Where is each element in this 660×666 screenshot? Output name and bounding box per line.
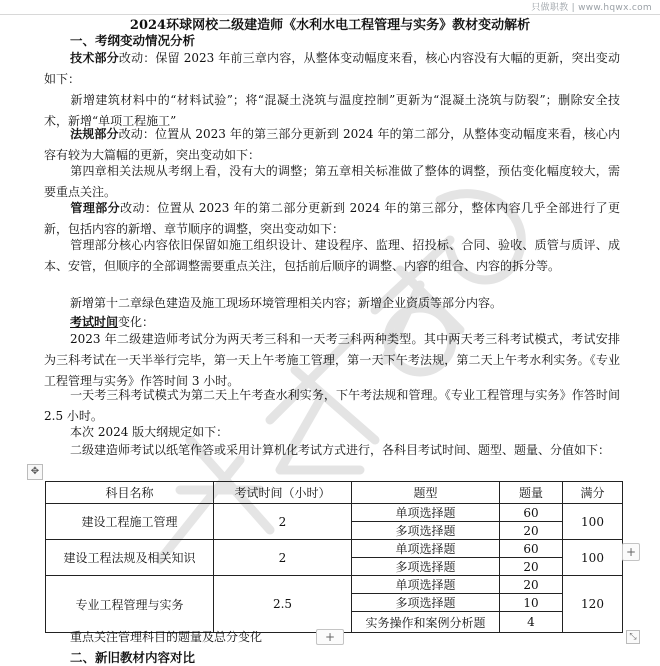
exam-paragraph-4 <box>44 440 620 461</box>
type-cell: 实务操作和案例分析题 <box>352 612 500 633</box>
tech-label: 技术部分 <box>70 51 119 65</box>
law-changes <box>44 161 620 203</box>
page-header-bar <box>0 0 660 15</box>
section1-heading: 一、考纲变动情况分析 <box>70 33 196 48</box>
table-header-row <box>46 482 623 504</box>
table-row <box>46 540 623 558</box>
exam-label: 考试时间 <box>70 315 119 329</box>
score-cell: 120 <box>563 576 623 633</box>
add-column-button[interactable]: + <box>622 543 640 561</box>
mgmt-paragraph <box>44 198 620 240</box>
exam-paragraph-2 <box>44 385 620 427</box>
score-cell: 100 <box>563 540 623 576</box>
type-cell: 多项选择题 <box>352 594 500 612</box>
score-cell: 100 <box>563 504 623 540</box>
header-watermark-text: 只做职教 | www.hqwx.com <box>531 3 652 13</box>
exam-text3: 本次 2024 版大纲规定如下： <box>70 425 229 439</box>
section2-heading: 二、新旧教材内容对比 <box>70 650 196 665</box>
type-cell: 多项选择题 <box>352 558 500 576</box>
count-cell: 4 <box>500 612 563 633</box>
tech-text2: 新增建筑材料中的“材料试验”；将“混凝土浇筑与温度控制”更新为“混凝土浇筑与防裂”；删除安全技术，新增“单项工程施工” <box>44 93 620 128</box>
exam-subjects-table <box>45 481 623 633</box>
document-title: 2024环球网校二级建造师《水利水电工程管理与实务》教材变动解析 <box>129 18 531 33</box>
count-cell: 20 <box>500 576 563 594</box>
table-header-cell: 满分 <box>563 482 623 504</box>
mgmt-text1: 改动：位置从 2023 年的第二部分更新到 2024 年的第三部分，整体内容几乎全部进行了更新，包括内容的新增、章节顺序的调整，突出变动如下： <box>44 201 620 236</box>
table-header-cell: 考试时间（小时） <box>214 482 352 504</box>
mgmt-additions <box>44 293 620 314</box>
exam-text4: 二级建造师考试以纸笔作答或采用计算机化考试方式进行，各科目考试时间、题型、题量、分值如下： <box>70 443 611 457</box>
tech-paragraph <box>44 48 620 90</box>
table-row <box>46 576 623 594</box>
law-text2: 第四章相关法规从考纲上看，没有大的调整；第五章相关标准做了整体的调整，预估变化幅度较大，需要重点关注。 <box>44 164 620 199</box>
table-header-cell: 题型 <box>352 482 500 504</box>
table-resize-handle[interactable]: ⤡ <box>626 630 640 644</box>
exam-paragraph-1 <box>44 329 620 392</box>
subject-cell: 建设工程施工管理 <box>46 504 214 540</box>
type-cell: 单项选择题 <box>352 504 500 522</box>
law-text1: 改动：位置从 2023 年的第三部分更新到 2024 年的第二部分，从整体变动幅度来看，核心内容有较为大篇幅的更新，突出变动如下： <box>44 127 620 162</box>
subject-cell: 专业工程管理与实务 <box>46 576 214 633</box>
mgmt-details <box>44 235 620 277</box>
time-cell: 2.5 <box>214 576 352 633</box>
type-cell: 单项选择题 <box>352 576 500 594</box>
mgmt-label: 管理部分 <box>70 201 121 215</box>
type-cell: 多项选择题 <box>352 522 500 540</box>
after-table-text: 重点关注管理科目的题量及总分变化 <box>70 630 263 644</box>
time-cell: 2 <box>214 504 352 540</box>
mgmt-text2: 管理部分核心内容依旧保留如施工组织设计、建设程序、监理、招投标、合同、验收、质管与质评、成本、安管，但顺序的全部调整需要重点关注，包括前后顺序的调整、内容的组合、内容的拆分等。 <box>44 238 620 273</box>
table-header-cell: 科目名称 <box>46 482 214 504</box>
subject-cell: 建设工程法规及相关知识 <box>46 540 214 576</box>
count-cell: 60 <box>500 540 563 558</box>
law-label: 法规部分 <box>70 127 119 141</box>
count-cell: 20 <box>500 522 563 540</box>
add-row-button[interactable]: + <box>316 629 344 645</box>
exam-label-suffix: 变化： <box>118 315 155 329</box>
table-row <box>46 504 623 522</box>
type-cell: 单项选择题 <box>352 540 500 558</box>
law-paragraph <box>44 124 620 166</box>
exam-text2: 一天考三科考试模式为第二天上午考查水利实务，下午考法规和管理。《专业工程管理与实务》作答时间 2.5 小时。 <box>44 388 620 423</box>
table-move-handle[interactable]: ✥ <box>27 464 43 480</box>
count-cell: 20 <box>500 558 563 576</box>
count-cell: 10 <box>500 594 563 612</box>
time-cell: 2 <box>214 540 352 576</box>
mgmt-text3: 新增第十二章绿色建造及施工现场环境管理相关内容；新增企业资质等部分内容。 <box>70 296 503 310</box>
tech-text1: 改动：保留 2023 年前三章内容，从整体变动幅度来看，核心内容没有大幅的更新，突出变动如下： <box>44 51 620 86</box>
exam-text1: 2023 年二级建造师考试分为两天考三科和一天考三科两种类型。其中两天考三科考试模式，考试安排为三科考试在一天半举行完毕，第一天上午考施工管理，第一天下午考法规，第二天上午考水利实务。《专业工程管理与实务》作答时间 3 小时。 <box>44 332 620 388</box>
table-header-cell: 题量 <box>500 482 563 504</box>
count-cell: 60 <box>500 504 563 522</box>
